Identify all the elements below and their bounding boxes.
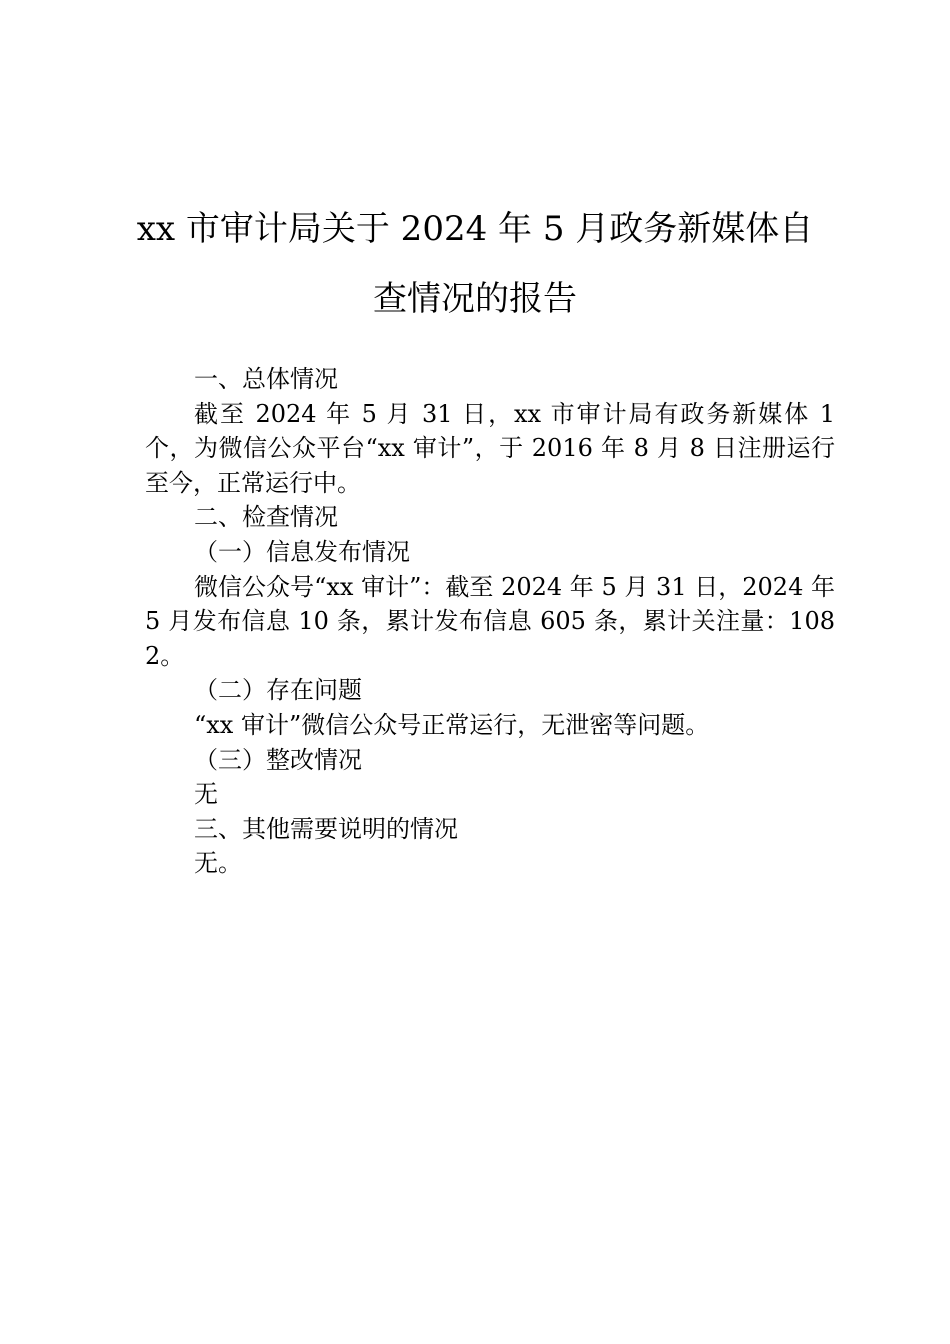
section-heading-inspection: 二、检查情况 [194, 503, 338, 532]
paragraph-other: 无。 [194, 849, 242, 878]
section-heading-overview: 一、总体情况 [194, 365, 338, 393]
paragraph-info-release: 微信公众号“xx 审计”：截至 2024 年 5 月 31 日，2024 年 5 月发布信息 10 条，累计发布信息 605 条，累计关注量：1082。 [145, 572, 835, 670]
paragraph-overview: 截至 2024 年 5 月 31 日，xx 市审计局有政务新媒体 1 个，为微信公众平台“xx 审计”，于 2016 年 8 月 8 日注册运行至今，正常运行中。 [145, 399, 835, 497]
document-body [145, 362, 835, 881]
section-heading-other: 三、其他需要说明的情况 [194, 814, 458, 843]
title-line-1: xx 市审计局关于 2024 年 5 月政务新媒体自 [136, 209, 814, 249]
paragraph-issues: “xx 审计”微信公众号正常运行，无泄密等问题。 [194, 710, 710, 739]
subheading-rectification: （三）整改情况 [194, 745, 362, 774]
subheading-info-release: （一）信息发布情况 [194, 537, 410, 566]
title-line-2: 查情况的报告 [373, 279, 577, 319]
paragraph-rectification: 无 [194, 780, 218, 809]
subheading-issues: （二）存在问题 [194, 676, 362, 705]
document-title [120, 194, 830, 334]
